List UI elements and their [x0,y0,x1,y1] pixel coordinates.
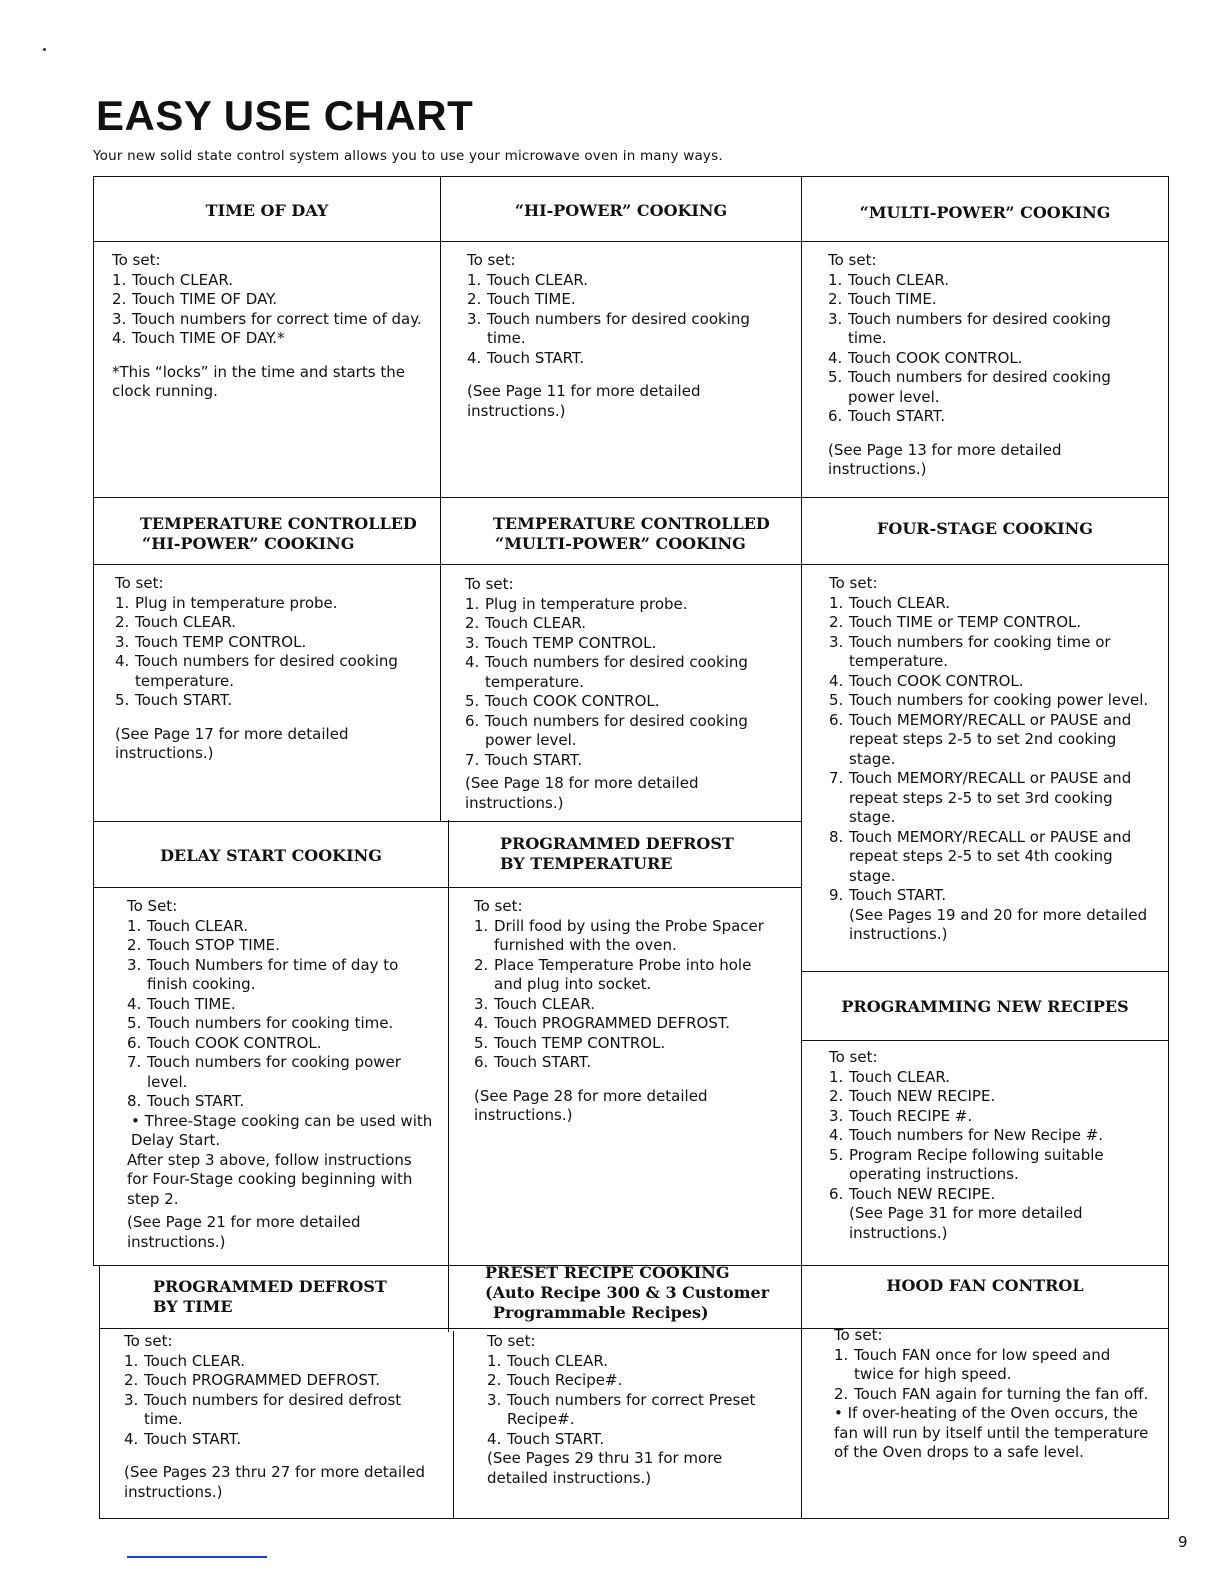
intro: To set: [834,1326,883,1344]
note: After step 3 above, follow instructions for Four-Stage cooking beginning with step 2. [127,1150,413,1208]
step: 6. Touch START. [828,407,946,425]
row3-header-rule [93,887,801,888]
see-reference: (See Page 13 for more detailed instructions.) [828,440,1062,478]
step: 6. Touch COOK CONTROL. [127,1033,322,1052]
section-defrost-temp [474,897,784,1126]
step: 5. Touch numbers for desired cooking power level. [828,368,1111,406]
step: 5. Touch numbers for cooking power level. [829,691,1149,709]
step: 1. Touch CLEAR. [829,1067,951,1086]
see-reference: (See Pages 23 thru 27 for more detailed instructions.) [124,1463,425,1501]
step: 1. Touch CLEAR. [467,270,589,289]
step: 3. Touch CLEAR. [474,994,596,1013]
column-divider-1-upper [440,176,441,821]
step: 3. Touch numbers for correct Preset Recipe#. [487,1390,756,1428]
step: 1. Touch CLEAR. [829,593,951,612]
header-defrost-temp: PROGRAMMED DEFROST BY TEMPERATURE [500,834,734,873]
intro: To set: [828,251,877,269]
section-temp-hi-power [115,574,425,764]
section-four-stage [829,574,1149,945]
header-multi-power: “MULTI-POWER” COOKING [859,203,1111,222]
step: 2. Touch TIME or TEMP CONTROL. [829,613,1082,631]
section-hood-fan [834,1326,1149,1463]
section-temp-multi-power [465,575,780,813]
step: 1. Touch CLEAR. [127,916,249,935]
row3-top-rule [93,821,801,822]
see-reference: (See Page 11 for more detailed instructions.) [467,382,701,420]
see-reference: (See Page 17 for more detailed instructions.) [115,724,349,762]
step: 1. Drill food by using the Probe Spacer furnished with the oven. [474,916,764,954]
step: 3. Touch numbers for correct time of day. [112,309,422,328]
header-four-stage: FOUR-STAGE COOKING [877,519,1093,538]
step: 4. Touch numbers for desired cooking temperature. [115,652,398,690]
step: 8. Touch MEMORY/RECALL or PAUSE and repeat steps 2-5 to set 4th cooking stage. [829,827,1132,885]
step: 9. Touch START. [829,886,947,904]
step: 2. Touch CLEAR. [115,613,237,631]
intro: To set: [474,897,523,915]
header-new-recipes: PROGRAMMING NEW RECIPES [841,997,1129,1016]
stray-mark [43,48,46,51]
step: 5. Touch TEMP CONTROL. [474,1033,666,1052]
decorative-underline [127,1556,267,1558]
new-recipes-header-rule [801,1040,1168,1041]
section-hi-power [467,251,777,421]
intro: To set: [829,574,878,592]
section-preset-recipe [487,1332,787,1488]
section-time-of-day [112,251,422,402]
step: 3. Touch RECIPE #. [829,1106,973,1125]
see-reference: (See Page 18 for more detailed instructions.) [465,774,699,812]
step: 4. Touch START. [124,1429,242,1448]
step: 7. Touch START. [465,750,583,769]
column-divider-1-lower [448,820,449,1332]
step: 5. Touch START. [115,691,233,709]
step: 4. Touch START. [487,1429,605,1448]
step: 3. Touch numbers for desired defrost time. [124,1390,402,1428]
step: 2. Touch TIME. [467,290,576,308]
step: 1. Touch CLEAR. [487,1351,609,1370]
step: 4. Touch START. [467,348,585,367]
intro: To set: [112,251,161,269]
section-multi-power [828,251,1148,480]
step: 4. Touch numbers for desired cooking temperature. [465,653,748,691]
step: 2. Place Temperature Probe into hole and plug into socket. [474,955,752,993]
column-divider-1-bottom [453,1331,454,1519]
step: 2. Touch CLEAR. [465,614,587,632]
step: 1. Plug in temperature probe. [465,594,688,613]
step: 3. Touch TEMP CONTROL. [465,633,657,652]
page-title: EASY USE CHART [96,92,474,139]
note: • If over-heating of the Oven occurs, the fan will run by itself until the temperature of the Oven drops to a safe level. [834,1404,1149,1461]
header-preset-recipe: PRESET RECIPE COOKING (Auto Recipe 300 & 3 Customer Programmable Recipes) [485,1263,770,1322]
section-new-recipes [829,1048,1149,1243]
step: 4. Touch PROGRAMMED DEFROST. [474,1014,731,1032]
step: 2. Touch Recipe#. [487,1371,623,1389]
step: 7. Touch numbers for cooking power level. [127,1053,401,1091]
step: 4. Touch numbers for New Recipe #. [829,1126,1104,1144]
section-delay-start [127,897,437,1252]
row2-top-rule [93,497,1168,498]
see-reference: (See Page 21 for more detailed instructions.) [127,1213,361,1251]
step: 7. Touch MEMORY/RECALL or PAUSE and repeat steps 2-5 to set 3rd cooking stage. [829,769,1132,826]
intro: To set: [487,1332,536,1350]
step: 2. Touch NEW RECIPE. [829,1087,996,1105]
header-hood-fan: HOOD FAN CONTROL [886,1276,1084,1295]
step: 4. Touch TIME OF DAY.* [112,329,285,347]
intro: To set: [829,1048,878,1066]
intro: To set: [124,1332,173,1350]
see-reference: (See Page 28 for more detailed instructions.) [474,1086,708,1124]
header-temp-multi-power: TEMPERATURE CONTROLLED “MULTI-POWER” COOKING [493,514,770,553]
step: 1. Touch CLEAR. [112,270,234,289]
step: 6. Touch MEMORY/RECALL or PAUSE and repeat steps 2-5 to set 2nd cooking stage. [829,710,1132,768]
step: 3. Touch numbers for desired cooking time. [828,309,1111,347]
header-time-of-day: TIME OF DAY [205,201,329,220]
intro: To set: [465,575,514,593]
step: 3. Touch numbers for desired cooking time. [467,309,750,347]
see-reference: (See Pages 19 and 20 for more detailed instructions.) [849,905,1148,943]
step: 4. Touch TIME. [127,994,236,1013]
table-border-right [1168,176,1169,1519]
step: 3. Touch TEMP CONTROL. [115,632,307,651]
step: 1. Touch CLEAR. [124,1351,246,1370]
step: 1. Touch FAN once for low speed and twice for high speed. [834,1345,1111,1383]
step: 5. Program Recipe following suitable operating instructions. [829,1145,1104,1183]
step: 5. Touch COOK CONTROL. [465,692,660,710]
intro: To set: [115,574,164,592]
step: 6. Touch NEW RECIPE. [829,1184,996,1203]
step: 6. Touch numbers for desired cooking power level. [465,711,748,749]
step: 4. Touch COOK CONTROL. [828,348,1023,367]
step: 4. Touch COOK CONTROL. [829,671,1024,690]
see-reference: (See Page 31 for more detailed instructions.) [849,1204,1083,1242]
section-defrost-time [124,1332,444,1502]
step: 2. Touch FAN again for turning the fan off. [834,1384,1149,1403]
header-hi-power: “HI-POWER” COOKING [514,201,728,220]
header-temp-hi-power: TEMPERATURE CONTROLLED “HI-POWER” COOKING [140,514,417,553]
table-border-left-lower [99,1265,100,1519]
step: 2. Touch TIME. [828,290,937,308]
step: 2. Touch STOP TIME. [127,936,280,954]
step: 2. Touch TIME OF DAY. [112,290,278,308]
page-subtitle: Your new solid state control system allows you to use your microwave oven in many ways. [93,148,723,164]
row2-header-rule [93,564,1168,565]
new-recipes-top-rule [801,971,1168,972]
step: 1. Touch CLEAR. [828,270,950,289]
step: 3. Touch Numbers for time of day to finish cooking. [127,955,399,993]
step: 3. Touch numbers for cooking time or temperature. [829,632,1111,670]
step: 8. Touch START. [127,1092,245,1110]
note: • Three-Stage cooking can be used with Delay Start. [131,1111,433,1149]
step: 1. Plug in temperature probe. [115,593,338,612]
page-number: 9 [1178,1533,1188,1551]
intro: To Set: [127,897,178,915]
step: 2. Touch PROGRAMMED DEFROST. [124,1371,381,1389]
step: 6. Touch START. [474,1053,592,1071]
column-divider-2 [801,176,802,1519]
header-defrost-time: PROGRAMMED DEFROST BY TIME [153,1277,387,1316]
header-delay-start: DELAY START COOKING [160,846,382,865]
row1-header-rule [93,241,1168,242]
table-border-bottom [99,1518,1168,1519]
see-reference: (See Pages 29 thru 31 for more detailed instructions.) [487,1449,723,1487]
table-border-top [93,176,1168,177]
note: *This “locks” in the time and starts the clock running. [112,362,405,400]
intro: To set: [467,251,516,269]
step: 5. Touch numbers for cooking time. [127,1014,394,1032]
table-border-left-upper [93,176,94,1266]
